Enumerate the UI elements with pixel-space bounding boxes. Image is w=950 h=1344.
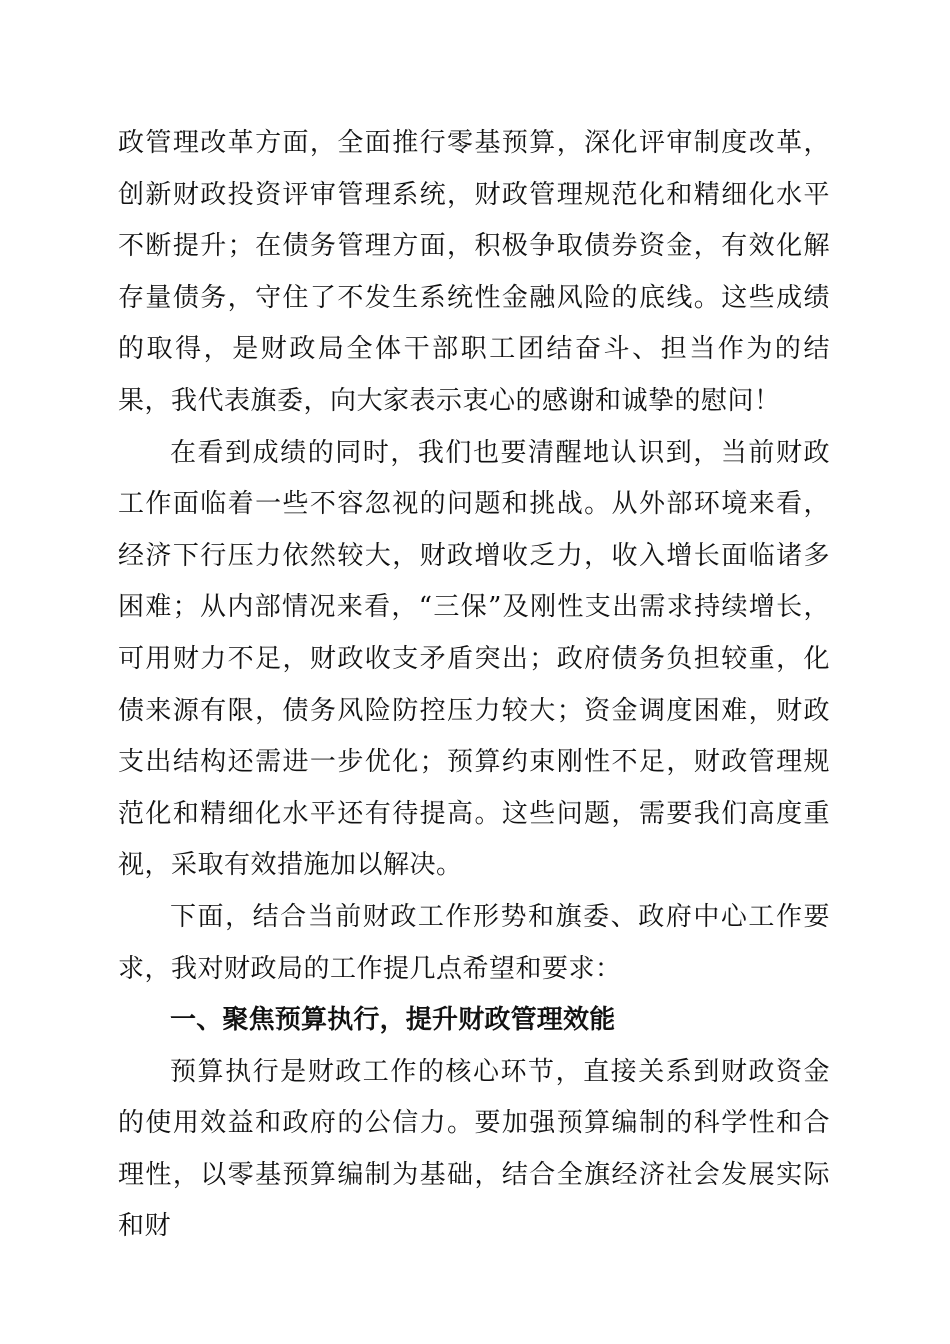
paragraph-continued: 政管理改革方面，全面推行零基预算，深化评审制度改革，创新财政投资评审管理系统，财政管理规范化和精细化水平不断提升；在债务管理方面，积极争取债券资金，有效化解存量债务，守住了不发生系统性金融风险的底线。这些成绩的取得，是财政局全体干部职工团结奋斗、担当作为的结果，我代表旗委，向大家表示衷心的感谢和诚挚的慰问！	[118, 128, 830, 416]
paragraph-problems: 在看到成绩的同时，我们也要清醒地认识到，当前财政工作面临着一些不容忽视的问题和挑战。从外部环境来看，经济下行压力依然较大，财政增收乏力，收入增长面临诸多困难；从内部情况来看，“三保”及刚性支出需求持续增长，可用财力不足，财政收支矛盾突出；政府债务负担较重，化债来源有限，债务风险防控压力较大；资金调度困难，财政支出结构还需进一步优化；预算约束刚性不足，财政管理规范化和精细化水平还有待提高。这些问题，需要我们高度重视，采取有效措施加以解决。	[118, 437, 830, 881]
section-heading: 一、聚焦预算执行，提升财政管理效能	[170, 1005, 616, 1036]
document-body	[118, 118, 830, 1253]
paragraph-requirements-intro: 下面，结合当前财政工作形势和旗委、政府中心工作要求，我对财政局的工作提几点希望和要求：	[118, 901, 830, 984]
paragraph-budget-execution: 预算执行是财政工作的核心环节，直接关系到财政资金的使用效益和政府的公信力。要加强预算编制的科学性和合理性，以零基预算编制为基础，结合全旗经济社会发展实际和财	[118, 1056, 830, 1242]
